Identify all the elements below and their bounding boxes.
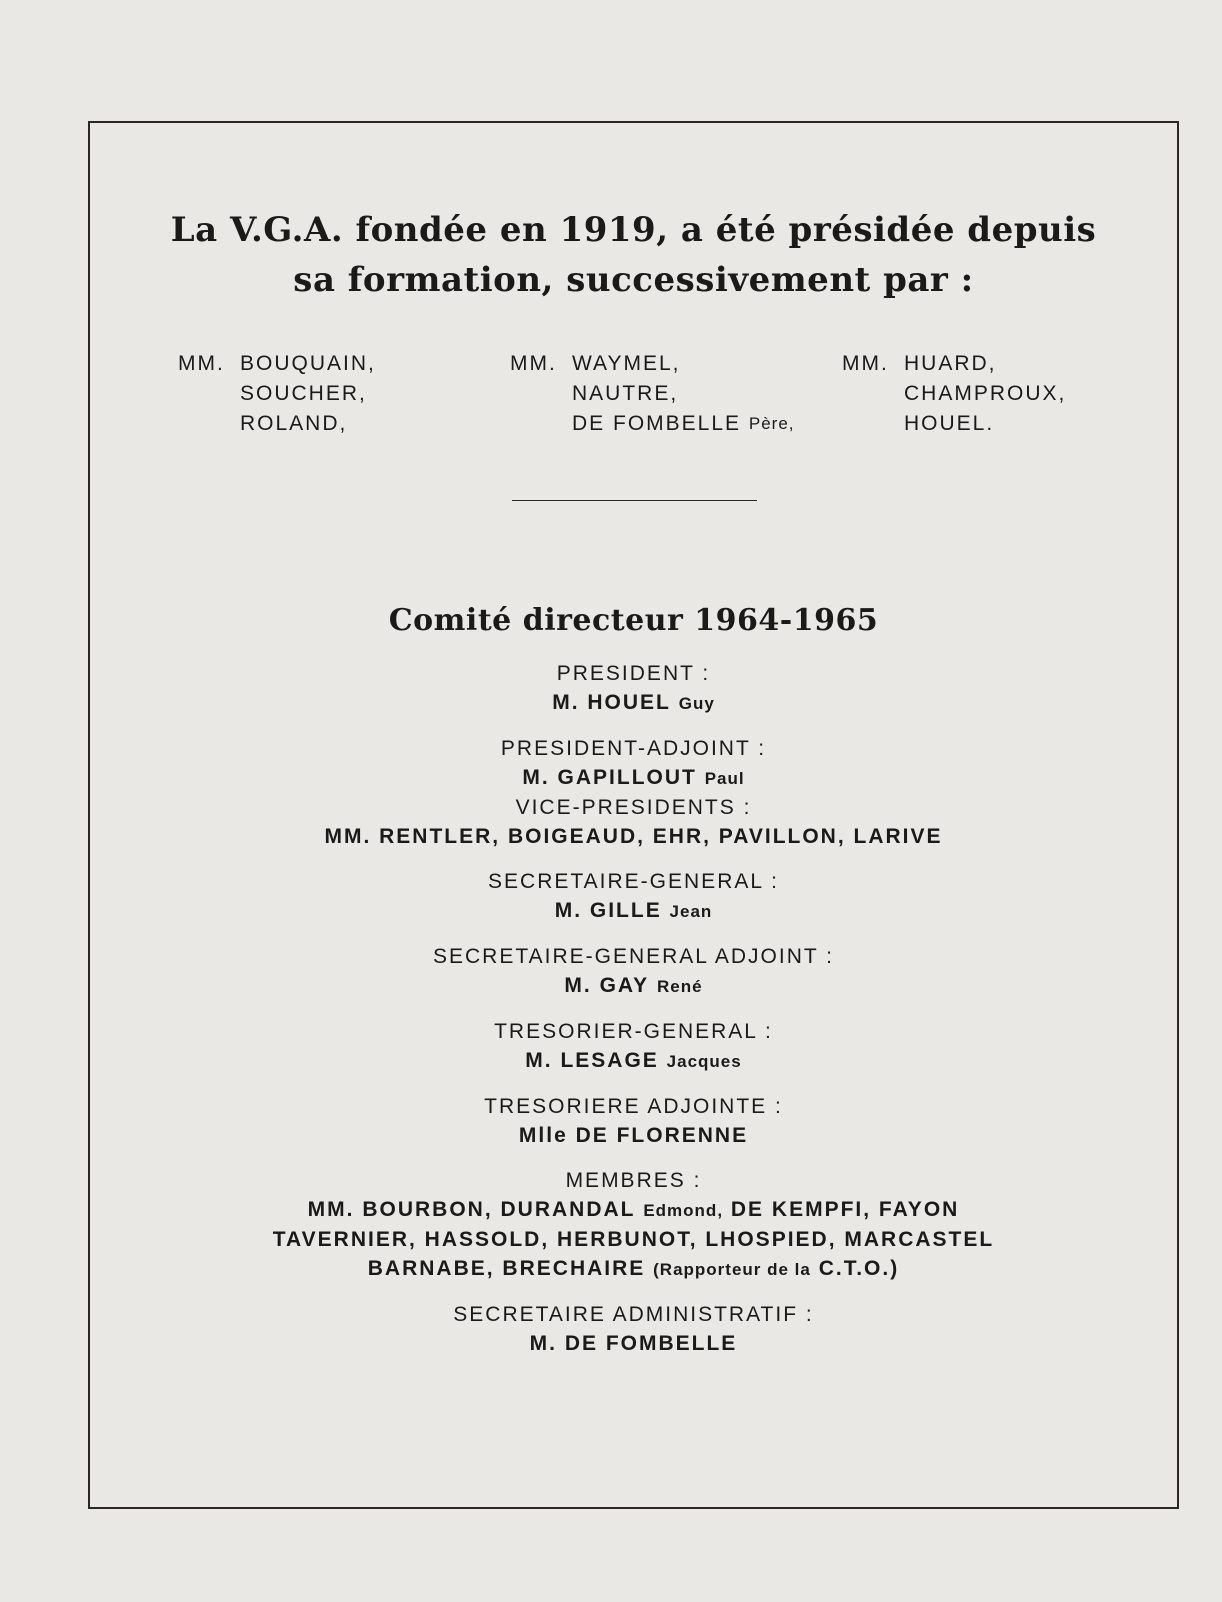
role-label: PRESIDENT : <box>556 662 711 685</box>
role-label: SECRETAIRE ADMINISTRATIF : <box>453 1303 814 1326</box>
past-president: NAUTRE, <box>572 382 679 405</box>
role-label: VICE-PRESIDENTS : <box>515 796 752 819</box>
role-holder: M. GAPILLOUT <box>522 766 697 789</box>
role-holder: M. HOUEL <box>552 691 671 714</box>
members-line: BARNABE, BRECHAIRE <box>367 1257 646 1280</box>
past-president: ROLAND, <box>240 412 348 435</box>
past-presidents-column-2: MM. WAYMEL, NAUTRE, DE FOMBELLE Père, <box>510 349 795 439</box>
committee-list: PRESIDENT : M. HOUEL Guy PRESIDENT-ADJOINT : M. GAPILLOUT Paul VICE-PRESIDENTS : MM. RENTLER, BOIGEAUD, EHR, PAVILLON, LARIVE SECRETAIRE-GENERAL : M. GILLE Jean SECRETAIRE-GENERAL ADJOINT : M. GAY René TRESORIER-GENERAL : M. LESAGE Jacques TRESORIERE ADJOINTE : Mlle DE FLORENNE MEMBRES : MM. BOURBON, DURANDAL Edmond, DE KEMPFI, FAYON TAVERNIER, HASSOLD, HERBUNOT, LHOSPIED, MARCASTEL BARNABE, BRECHAIRE (Rapporteur de la C.T.O.) SECRETAIRE ADMINISTRATIF : M. DE FOMBELLE <box>90 659 1177 1358</box>
role-label: SECRETAIRE-GENERAL : <box>488 870 779 893</box>
past-president: HOUEL. <box>904 412 995 435</box>
role-label: TRESORIERE ADJOINTE : <box>484 1095 783 1118</box>
members-line: TAVERNIER, HASSOLD, HERBUNOT, LHOSPIED, MARCASTEL <box>272 1228 995 1251</box>
past-president: BOUQUAIN, <box>240 352 376 375</box>
past-president: HUARD, <box>904 352 997 375</box>
role-label: SECRETAIRE-GENERAL ADJOINT : <box>432 945 834 968</box>
past-president: WAYMEL, <box>572 352 681 375</box>
intro-heading <box>90 205 1177 305</box>
past-presidents-column-3: MM. HUARD, CHAMPROUX, HOUEL. <box>842 349 1066 439</box>
role-holder: M. GILLE <box>554 899 662 922</box>
role-holder: M. LESAGE <box>525 1049 659 1072</box>
section-divider <box>512 500 757 501</box>
past-presidents-column-1: MM. BOUQUAIN, SOUCHER, ROLAND, <box>178 349 376 439</box>
committee-title: Comité directeur 1964-1965 <box>388 603 879 638</box>
role-label: TRESORIER-GENERAL : <box>494 1020 773 1043</box>
page-frame <box>88 121 1179 1509</box>
intro-line-1: La V.G.A. fondée en 1919, a été présidée depuis <box>170 210 1097 250</box>
past-president: SOUCHER, <box>240 382 367 405</box>
role-holder: M. GAY <box>564 974 650 997</box>
past-president: DE FOMBELLE <box>572 412 742 435</box>
past-president-suffix: Père, <box>748 414 795 433</box>
past-president: CHAMPROUX, <box>904 382 1067 405</box>
role-label: MEMBRES : <box>565 1169 702 1192</box>
role-holder: M. DE FOMBELLE <box>529 1332 738 1355</box>
role-label: PRESIDENT-ADJOINT : <box>500 737 767 760</box>
members-line: MM. BOURBON, DURANDAL <box>307 1198 636 1221</box>
role-holder: Mlle DE FLORENNE <box>518 1124 749 1147</box>
role-holder: MM. RENTLER, BOIGEAUD, EHR, PAVILLON, LARIVE <box>324 825 943 848</box>
intro-line-2: sa formation, successivement par : <box>293 260 974 300</box>
